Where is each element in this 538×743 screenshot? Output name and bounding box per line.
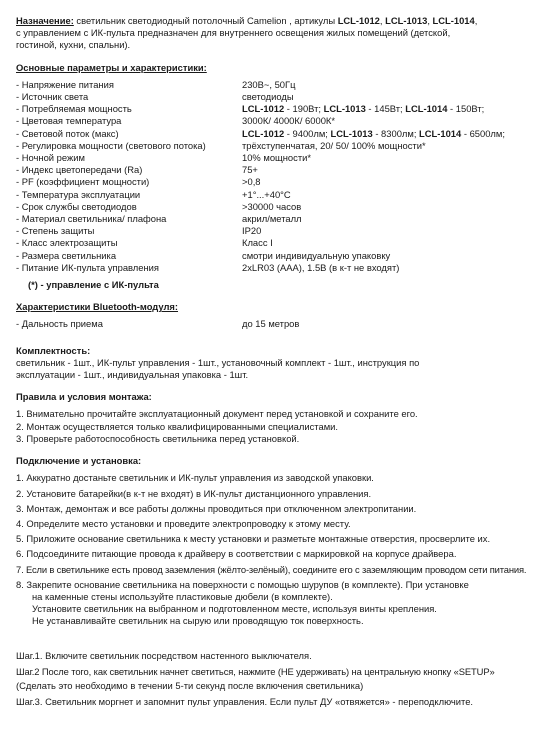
spec-row: - Питание ИК-пульта управления 2хLR03 (ААА), 1.5В (в к-т не входят) [16, 261, 400, 273]
article-1012: LCL-1012 [337, 15, 380, 26]
spec-row: - Материал светильника/ плафона акрил/металл [16, 213, 302, 225]
install-item: 3. Монтаж, демонтаж и все работы должны проводиться при отключенном электропитании. [16, 502, 417, 514]
intro-line-2: с управлением с ИК-пульта предназначен для внутреннего освещения жилых помещений (детской, [16, 27, 451, 39]
spec-row: - Световой поток (макс) LCL-1012 - 9400лм; LCL-1013 - 8300лм; LCL-1014 - 6500лм; [16, 127, 505, 139]
spec-row: - Срок службы светодиодов >30000 часов [16, 200, 302, 212]
rules-item: 2. Монтаж осуществляется только квалифицированными специалистами. [16, 420, 338, 432]
kit-line-2: эксплуатации - 1шт., индивидуальная упаковка - 1шт. [16, 369, 249, 381]
spec-row: - Напряжение питания 230В~, 50Гц [16, 78, 296, 90]
spec-row: - Ночной режим 10% мощности* [16, 152, 311, 164]
spec-row: - Класс электрозащиты Класс I [16, 237, 273, 249]
intro-line-3: гостиной, кухни, спальни). [16, 39, 131, 51]
spec-row: - PF (коэффициент мощности) >0,8 [16, 176, 261, 188]
specs-list [16, 79, 522, 274]
install-item: 6. Подсоедините питающие провода к драйверу в соответствии с маркировкой на корпусе драйвера. [16, 548, 457, 560]
ir-note: (*) - управление с ИК-пульта [28, 279, 159, 291]
spec-row: - Индекс цветопередачи (Ra) 75+ [16, 164, 258, 176]
install-item-continued: Не устанавливайте светильник на сырую или проводящую ток поверхность. [32, 615, 364, 627]
install-item-continued: Установите светильник на выбранном и подготовленном месте, используя винты крепления. [32, 603, 437, 615]
step-1: Шаг.1. Включите светильник посредством настенного выключателя. [16, 649, 312, 661]
intro-line-1: Назначение: светильник светодиодный потолочный Camelion , артикулы LCL-1012, LCL-1013, LCL-1014, [16, 15, 478, 26]
install-item-continued: на каменные стены используйте пластиковые дюбели (в комплекте). [32, 590, 333, 602]
install-item: 1. Аккуратно достаньте светильник и ИК-пульт управления из заводской упаковки. [16, 472, 374, 484]
install-heading: Подключение и установка: [16, 455, 142, 467]
bluetooth-heading: Характеристики Bluetooth-модуля: [16, 301, 179, 313]
spec-row: - Размера светильника смотри индивидуальную упаковку [16, 249, 391, 261]
rules-heading: Правила и условия монтажа: [16, 391, 152, 403]
spec-row: - Степень защиты IP20 [16, 225, 262, 237]
rules-item: 3. Проверьте работоспособность светильника перед установкой. [16, 432, 300, 444]
bluetooth-range-row: - Дальность приема до 15 метров [16, 318, 300, 330]
spec-row: - Температура эксплуатации +1°...+40°С [16, 188, 291, 200]
step-2-note: (Сделать это необходимо в течении 5-ти секунд после включения светильника) [16, 679, 364, 691]
intro-heading: Назначение: [16, 15, 74, 26]
specs-heading: Основные параметры и характеристики: [16, 61, 207, 73]
spec-row: - Потребляемая мощность LCL-1012 - 190Вт; LCL-1013 - 145Вт; LCL-1014 - 150Вт; [16, 103, 485, 115]
install-item: 8. Закрепите основание светильника на поверхности с помощью шурупов (в комплекте). При установке [16, 578, 469, 590]
spec-row: - Источник света светодиоды [16, 91, 294, 103]
spec-row: - Цветовая температура 3000К/ 4000К/ 6000К* [16, 115, 336, 127]
install-item: 5. Приложите основание светильника к месту установки и разметьте монтажные отверстия, просверлите их. [16, 533, 491, 545]
kit-line-1: светильник - 1шт., ИК-пульт управления - 1шт., установочный комплект - 1шт., инструкция по [16, 356, 420, 368]
article-1014: LCL-1014 [432, 15, 475, 26]
rules-item: 1. Внимательно прочитайте эксплуатационный документ перед установкой и сохраните его. [16, 408, 418, 420]
spec-row: - Регулировка мощности (светового потока) трёхступенчатая, 20/ 50/ 100% мощности* [16, 139, 426, 151]
install-item: 7. Если в светильнике есть провод заземления (жёлто-зелёный), соедините его с заземляющим проводом сети питания. [16, 563, 527, 575]
article-1013: LCL-1013 [385, 15, 428, 26]
install-item: 2. Установите батарейки(в к-т не входят) в ИК-пульт дистанционного управления. [16, 487, 372, 499]
step-3: Шаг.3. Светильник моргнет и запомнит пульт управления. Если пульт ДУ «отвяжется» - переподключите. [16, 696, 474, 708]
step-2: Шаг.2 После того, как светильник начнет светиться, нажмите (НЕ удерживать) на центральную кнопку «SETUP» [16, 665, 495, 677]
kit-heading: Комплектность: [16, 344, 91, 356]
install-item: 4. Определите место установки и проведите электропроводку к этому месту. [16, 517, 351, 529]
